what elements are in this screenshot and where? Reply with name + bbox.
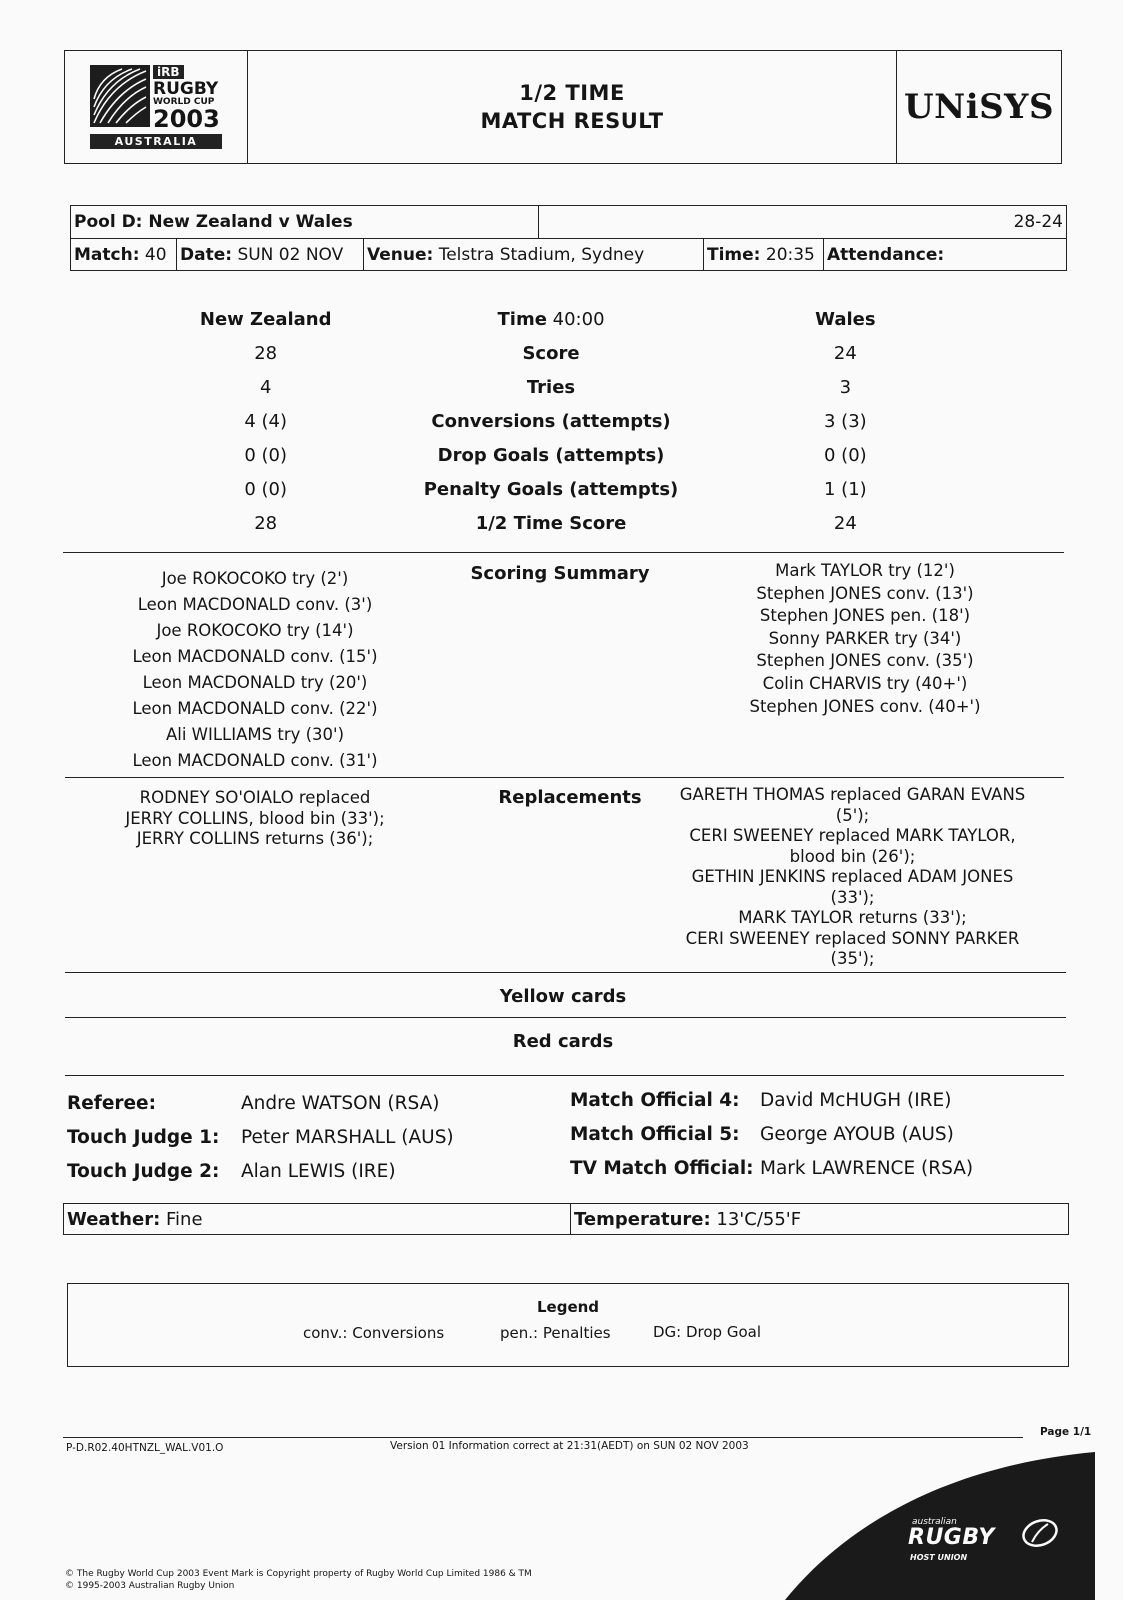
stat-home-value: 0 (0) xyxy=(244,478,288,500)
stat-row xyxy=(130,370,990,404)
list-item: RODNEY SO'OIALO replaced xyxy=(139,788,371,807)
list-item: Leon MACDONALD try (20') xyxy=(142,673,368,692)
logo-world-cup-text: WORLD CUP xyxy=(153,97,215,107)
conditions-table xyxy=(63,1203,1069,1235)
match-value: 40 xyxy=(144,244,167,265)
official-label: Match Official 4: xyxy=(570,1089,740,1111)
version-info: Version 01 Information correct at 21:31(AEDT) on SUN 02 NOV 2003 xyxy=(390,1440,749,1452)
official-row xyxy=(570,1151,1050,1185)
match-number-cell xyxy=(71,239,176,270)
temperature-cell xyxy=(570,1204,1068,1234)
temperature-value: 13'C/55'F xyxy=(716,1208,802,1230)
footer-divider xyxy=(63,1437,1023,1438)
list-item: (33'); xyxy=(830,887,875,907)
stat-row xyxy=(130,336,990,370)
divider xyxy=(63,552,1064,553)
list-item: CERI SWEENEY replaced MARK TAYLOR, xyxy=(689,826,1016,845)
stat-label: Score xyxy=(522,342,580,364)
list-item: blood bin (26'); xyxy=(789,846,916,866)
weather-label: Weather: xyxy=(67,1208,161,1230)
stat-row xyxy=(130,506,990,540)
unisys-logo: UNiSYS xyxy=(903,87,1055,127)
stat-away-value: 1 (1) xyxy=(824,478,867,500)
home-replacements-list xyxy=(105,788,405,850)
legend-box xyxy=(67,1283,1069,1367)
stat-label: Penalty Goals (attempts) xyxy=(423,478,679,500)
stat-away-value: 3 xyxy=(839,376,852,398)
list-item: Mark TAYLOR try (12') xyxy=(775,561,955,580)
official-label: Referee: xyxy=(67,1092,157,1114)
list-item: JERRY COLLINS returns (36'); xyxy=(136,829,374,848)
official-row xyxy=(67,1086,547,1120)
logo-year: 2003 xyxy=(153,105,220,133)
stat-label: 1/2 Time Score xyxy=(475,512,627,534)
official-name: Alan LEWIS (IRE) xyxy=(241,1160,396,1182)
weather-value: Fine xyxy=(166,1208,203,1230)
list-item: Ali WILLIAMS try (30') xyxy=(165,725,345,744)
logo-country: AUSTRALIA xyxy=(90,134,222,149)
official-label: Touch Judge 1: xyxy=(67,1126,220,1148)
copyright-line-1: © The Rugby World Cup 2003 Event Mark is Copyright property of Rugby World Cup Limited 1986 & TM xyxy=(65,1569,532,1579)
list-item: Stephen JONES conv. (35') xyxy=(756,651,974,671)
time-value: 20:35 xyxy=(765,244,815,265)
legend-item: pen.: Penalties xyxy=(500,1324,611,1342)
page-number: Page 1/1 xyxy=(1040,1426,1092,1438)
list-item: Joe ROKOCOKO try (14') xyxy=(156,621,354,640)
official-row xyxy=(67,1154,547,1188)
official-label: Touch Judge 2: xyxy=(67,1160,220,1182)
document-id: P-D.R02.40HTNZL_WAL.V01.O xyxy=(66,1442,224,1454)
divider xyxy=(65,972,1066,973)
official-label: TV Match Official: xyxy=(570,1157,754,1179)
rugby-world-cup-logo xyxy=(90,65,222,149)
time-played xyxy=(401,309,700,330)
match-info-table xyxy=(70,205,1067,271)
replacements-title: Replacements xyxy=(498,787,642,808)
stat-home-value: 4 xyxy=(259,376,272,398)
official-name: Andre WATSON (RSA) xyxy=(241,1092,440,1114)
stat-away-value: 24 xyxy=(833,512,857,534)
list-item: (5'); xyxy=(835,805,870,825)
stat-row xyxy=(130,472,990,506)
list-item: Leon MACDONALD conv. (22') xyxy=(132,699,378,718)
home-scoring-list xyxy=(110,566,400,774)
header-box xyxy=(64,50,1062,164)
away-scoring-list xyxy=(720,560,1010,718)
copyright-notice xyxy=(65,1568,532,1592)
stat-away-value: 0 (0) xyxy=(824,444,867,466)
stat-home-value: 0 (0) xyxy=(244,444,288,466)
list-item: (35'); xyxy=(830,949,875,968)
divider xyxy=(65,777,1064,778)
venue-label: Venue: xyxy=(367,244,434,265)
official-name: Peter MARSHALL (AUS) xyxy=(241,1126,454,1148)
away-replacements-list xyxy=(660,785,1045,970)
host-union-text: HOST UNION xyxy=(910,1553,968,1562)
official-name: David McHUGH (IRE) xyxy=(760,1089,952,1111)
list-item: Leon MACDONALD conv. (3') xyxy=(137,595,373,614)
list-item: Colin CHARVIS try (40+') xyxy=(762,673,968,693)
list-item: Stephen JONES conv. (40+') xyxy=(749,696,981,716)
scoring-summary-title: Scoring Summary xyxy=(470,563,650,584)
stat-row xyxy=(130,404,990,438)
time-played-value: 40:00 xyxy=(552,308,605,330)
title-line-1: 1/2 TIME xyxy=(519,81,625,105)
temperature-label: Temperature: xyxy=(574,1208,711,1230)
title-line-2: MATCH RESULT xyxy=(480,109,664,133)
date-value: SUN 02 NOV xyxy=(237,244,344,265)
attendance-cell xyxy=(823,239,1066,270)
wallaby-icon xyxy=(1020,1516,1060,1550)
host-rugby-text: RUGBY xyxy=(908,1525,995,1550)
official-row xyxy=(67,1120,547,1154)
list-item: GARETH THOMAS replaced GARAN EVANS xyxy=(679,785,1026,804)
stat-away-value: 3 (3) xyxy=(824,410,867,432)
venue-value: Telstra Stadium, Sydney xyxy=(438,244,645,265)
officials-left xyxy=(67,1086,547,1188)
attendance-label: Attendance: xyxy=(827,244,945,265)
away-team-name: Wales xyxy=(815,308,876,330)
stat-row xyxy=(130,438,990,472)
final-result: 28-24 xyxy=(538,206,1066,238)
logo-rugby-text: RUGBY xyxy=(153,79,219,99)
stat-label: Tries xyxy=(526,376,576,398)
copyright-line-2: © 1995-2003 Australian Rugby Union xyxy=(65,1581,235,1591)
official-name: Mark LAWRENCE (RSA) xyxy=(760,1157,974,1179)
time-played-label: Time xyxy=(497,308,547,330)
official-row xyxy=(570,1083,1050,1117)
stats-table xyxy=(130,302,990,540)
official-label: Match Official 5: xyxy=(570,1123,740,1145)
stat-label: Conversions (attempts) xyxy=(431,410,671,432)
stat-home-value: 28 xyxy=(254,512,278,534)
red-cards-title: Red cards xyxy=(512,1031,614,1052)
date-label: Date: xyxy=(180,244,233,265)
list-item: GETHIN JENKINS replaced ADAM JONES xyxy=(691,867,1014,886)
pool-title: Pool D: New Zealand v Wales xyxy=(74,212,353,232)
time-cell xyxy=(703,239,823,270)
time-label: Time: xyxy=(707,244,761,265)
officials-right xyxy=(570,1083,1050,1185)
irb-label: iRB xyxy=(153,65,184,79)
venue-cell xyxy=(363,239,703,270)
list-item: Leon MACDONALD conv. (31') xyxy=(132,751,378,770)
weather-cell xyxy=(64,1204,570,1234)
list-item: Joe ROKOCOKO try (2') xyxy=(161,569,349,588)
list-item: MARK TAYLOR returns (33'); xyxy=(738,908,967,927)
divider xyxy=(65,1075,1064,1076)
official-row xyxy=(570,1117,1050,1151)
stat-home-value: 4 (4) xyxy=(244,410,288,432)
list-item: CERI SWEENEY replaced SONNY PARKER xyxy=(685,928,1020,948)
list-item: Sonny PARKER try (34') xyxy=(768,628,962,648)
official-name: George AYOUB (AUS) xyxy=(760,1123,954,1145)
stat-label: Drop Goals (attempts) xyxy=(437,444,665,466)
legend-title: Legend xyxy=(536,1298,600,1316)
yellow-cards-title: Yellow cards xyxy=(499,986,627,1007)
legend-item: DG: Drop Goal xyxy=(653,1323,762,1341)
legend-item: conv.: Conversions xyxy=(303,1324,445,1342)
rugby-ball-icon xyxy=(90,65,150,127)
date-cell xyxy=(176,239,363,270)
list-item: Stephen JONES pen. (18') xyxy=(759,606,971,626)
list-item: Leon MACDONALD conv. (15') xyxy=(132,647,378,666)
list-item: JERRY COLLINS, blood bin (33'); xyxy=(125,808,385,828)
divider xyxy=(65,1017,1066,1018)
list-item: Stephen JONES conv. (13') xyxy=(756,583,974,603)
home-team-name: New Zealand xyxy=(199,308,332,330)
stat-home-value: 28 xyxy=(254,342,278,364)
report-title xyxy=(248,51,897,163)
match-label: Match: xyxy=(74,244,140,265)
stat-away-value: 24 xyxy=(833,342,857,364)
rwc-logo-cell xyxy=(65,51,248,163)
host-australian-text: australian xyxy=(912,1517,957,1527)
